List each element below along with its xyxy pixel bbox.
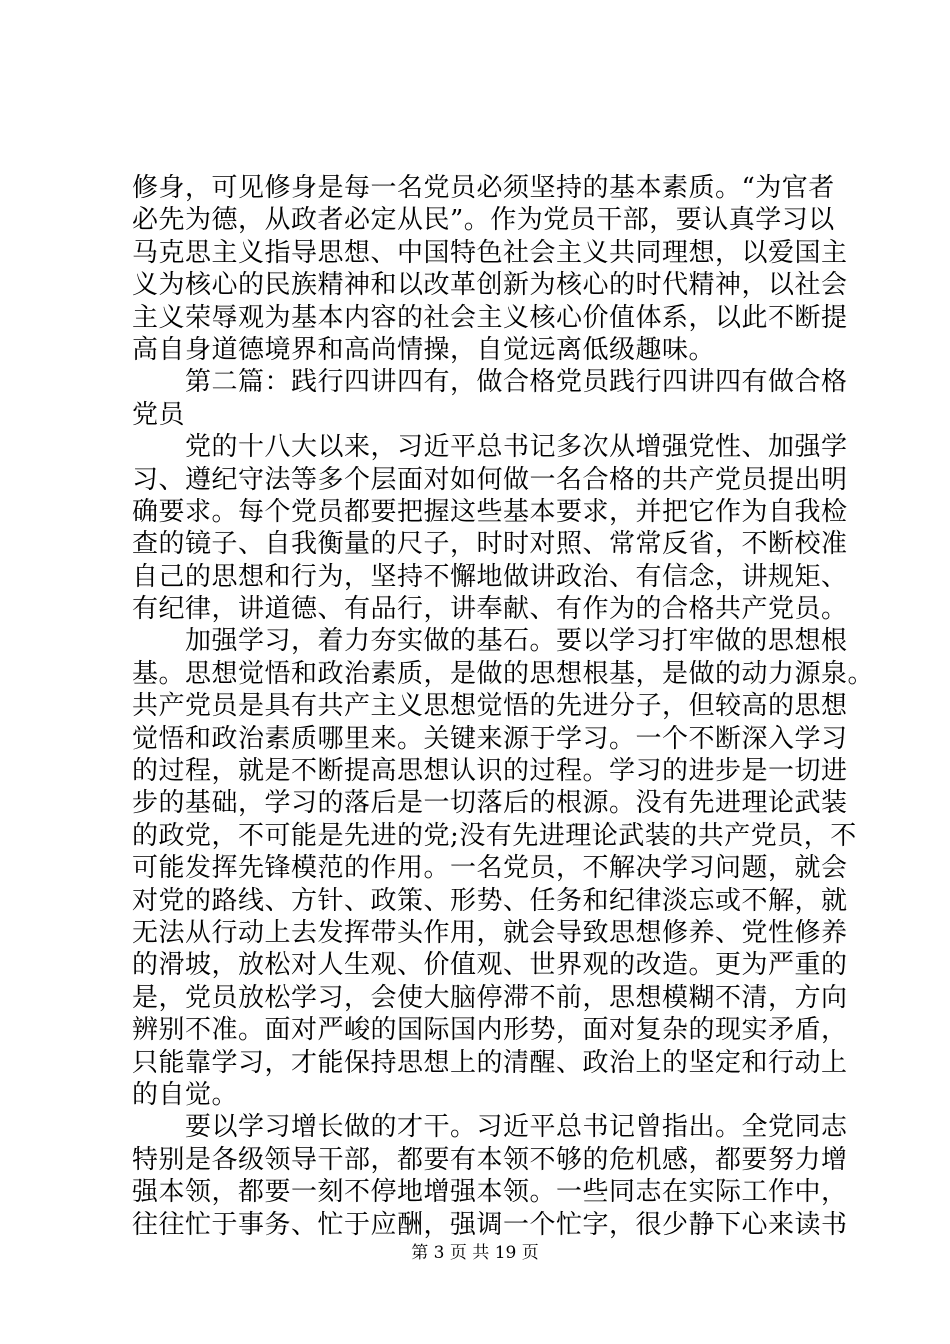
text-line: 共产党员是具有共产主义思想觉悟的先进分子，但较高的思想 [132,691,848,722]
text-line: 修身，可见修身是每一名党员必须坚持的基本素质。“为官者 [132,173,835,203]
text-line: 基。思想觉悟和政治素质，是做的思想根基，是做的动力源泉。 [132,658,875,689]
text-line: 辨别不准。面对严峻的国际国内形势，面对复杂的现实矛盾， [132,1015,848,1046]
text-line: 可能发挥先锋模范的作用。一名党员，不解决学习问题，就会 [132,853,848,884]
text-line: 对党的路线、方针、政策、形势、任务和纪律淡忘或不解，就 [132,885,848,916]
text-line: 有纪律，讲道德、有品行，讲奉献、有作为的合格共产党员。 [132,594,848,625]
section-heading-line: 党员 [132,399,186,430]
text-line: 加强学习，着力夯实做的基石。要以学习打牢做的思想根 [132,626,848,657]
page-number-footer: 第 3 页 共 19 页 [411,1243,539,1263]
text-line: 习、遵纪守法等多个层面对如何做一名合格的共产党员提出明 [132,464,848,495]
text-line: 的过程，就是不断提高思想认识的过程。学习的进步是一切进 [132,756,848,787]
text-line: 自己的思想和行为，坚持不懈地做讲政治、有信念，讲规矩、 [132,561,848,592]
text-line: 步的基础，学习的落后是一切落后的根源。没有先进理论武装 [132,788,848,819]
text-line: 要以学习增长做的才干。习近平总书记曾指出。全党同志 [132,1112,848,1143]
section-heading-line: 第二篇：践行四讲四有，做合格党员践行四讲四有做合格 [132,367,848,398]
text-line: 查的镜子、自我衡量的尺子，时时对照、常常反省，不断校准 [132,529,848,560]
document-body [132,172,875,1241]
text-line: 马克思主义指导思想、中国特色社会主义共同理想，以爱国主 [132,237,848,268]
text-line: 特别是各级领导干部，都要有本领不够的危机感，都要努力增 [132,1144,848,1175]
text-line: 强本领，都要一刻不停地增强本领。一些同志在实际工作中， [132,1177,848,1208]
text-line: 无法从行动上去发挥带头作用，就会导致思想修养、党性修养 [132,917,848,948]
text-line: 义为核心的民族精神和以改革创新为核心的时代精神，以社会 [132,270,848,301]
text-line: 的滑坡，放松对人生观、价值观、世界观的改造。更为严重的 [132,950,848,981]
text-line: 主义荣辱观为基本内容的社会主义核心价值体系，以此不断提 [132,302,848,333]
text-line: 必先为德，从政者必定从民”。作为党员干部，要认真学习以 [132,205,835,236]
text-line: 党的十八大以来，习近平总书记多次从增强党性、加强学 [132,432,848,463]
text-line: 觉悟和政治素质哪里来。关键来源于学习。一个不断深入学习 [132,723,848,754]
text-line: 确要求。每个党员都要把握这些基本要求，并把它作为自我检 [132,496,848,527]
text-line: 往往忙于事务、忙于应酬，强调一个忙字，很少静下心来读书 [132,1209,848,1240]
text-line: 是，党员放松学习，会使大脑停滞不前，思想模糊不清，方向 [132,982,848,1013]
text-line: 高自身道德境界和高尚情操，自觉远离低级趣味。 [132,334,716,365]
text-line: 的政党，不可能是先进的党;没有先进理论武装的共产党员，不 [132,820,857,851]
text-line: 只能靠学习，才能保持思想上的清醒、政治上的坚定和行动上 [132,1047,848,1078]
text-line: 的自觉。 [132,1079,239,1110]
